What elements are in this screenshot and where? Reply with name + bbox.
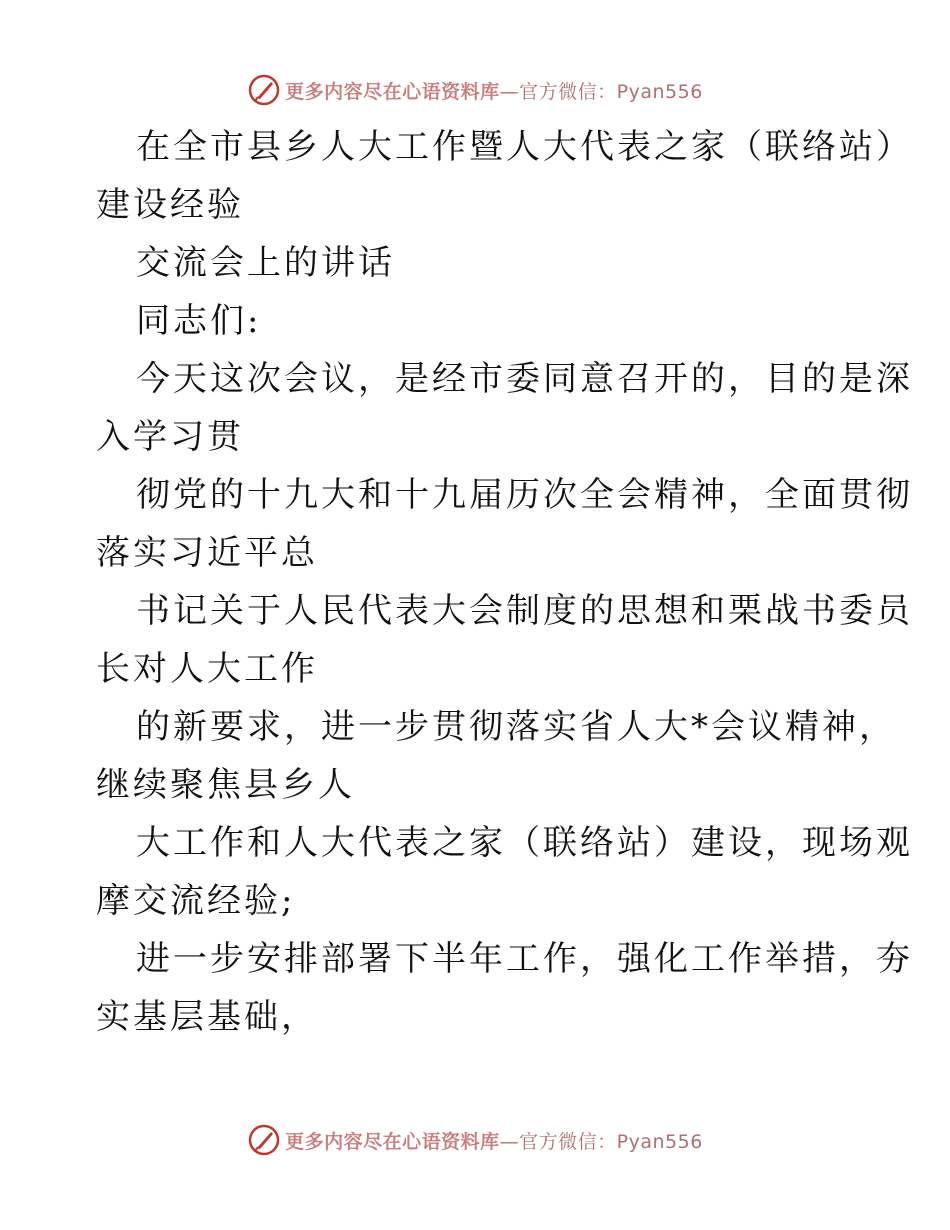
doc-line: 实基层基础， xyxy=(96,997,318,1037)
doc-line: 同志们: xyxy=(136,301,262,341)
doc-line: 大工作和人大代表之家（联络站）建设，现场观 xyxy=(136,823,913,863)
doc-line: 入学习贯 xyxy=(96,417,244,457)
doc-line: 在全市县乡人大工作暨人大代表之家（联络站） xyxy=(136,127,913,167)
watermark-contact-text: —官方微信：Pyan556 xyxy=(499,80,703,103)
doc-line: 继续聚焦县乡人 xyxy=(96,765,355,805)
doc-line: 进一步安排部署下半年工作，强化工作举措，夯 xyxy=(136,939,913,979)
quill-logo-icon xyxy=(247,1123,281,1157)
header-watermark xyxy=(0,70,950,110)
document-body xyxy=(96,118,913,1046)
doc-line: 交流会上的讲话 xyxy=(136,243,395,283)
doc-line: 彻党的十九大和十九届历次全会精神，全面贯彻 xyxy=(136,475,913,515)
doc-line: 建设经验 xyxy=(96,185,244,225)
doc-line: 书记关于人民代表大会制度的思想和栗战书委员 xyxy=(136,591,913,631)
doc-line: 长对人大工作 xyxy=(96,649,318,689)
watermark-site-text: 更多内容尽在心语资料库 xyxy=(285,1130,500,1153)
doc-line: 今天这次会议，是经市委同意召开的，目的是深 xyxy=(136,359,913,399)
quill-logo-icon xyxy=(247,73,281,107)
footer-watermark xyxy=(0,1120,950,1160)
doc-line: 摩交流经验; xyxy=(96,881,296,921)
doc-line: 的新要求，进一步贯彻落实省人大*会议精神， xyxy=(136,707,896,747)
doc-line: 落实习近平总 xyxy=(96,533,318,573)
watermark-site-text: 更多内容尽在心语资料库 xyxy=(285,80,500,103)
watermark-contact-text: —官方微信：Pyan556 xyxy=(499,1130,703,1153)
